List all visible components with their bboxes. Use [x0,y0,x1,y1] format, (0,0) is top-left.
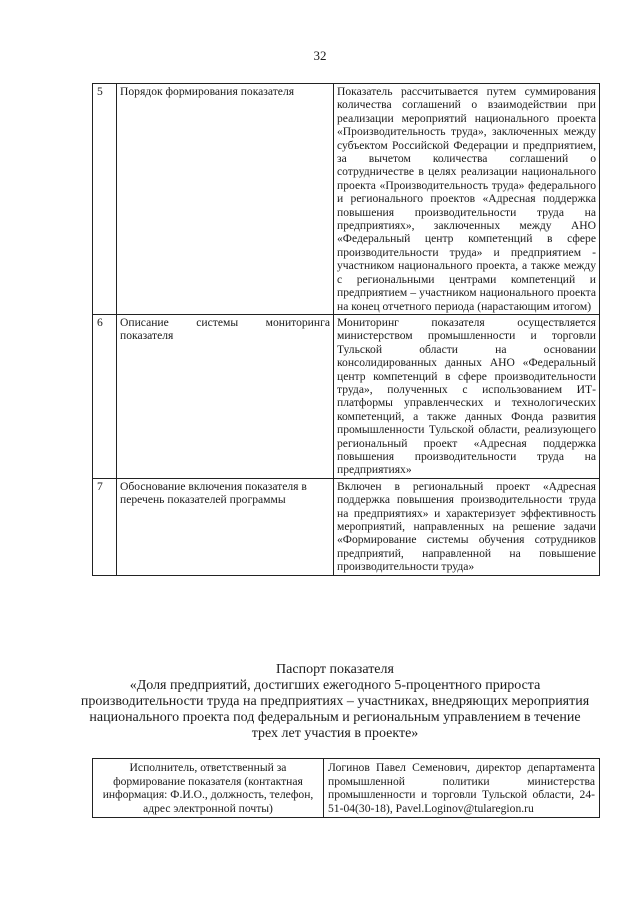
passport-title: Паспорт показателя [276,662,394,677]
row-name: Порядок формирования показателя [117,84,334,315]
table-row [93,759,600,818]
passport-subtitle: «Доля предприятий, достигших ежегодного 5-процентного прироста производительности труда на предприятиях – участниках, внедряющих мероприятия национального проекта под федеральным и региональным управлением в течение трех лет участия в проекте» [80,678,590,741]
row-description: Включен в региональный проект «Адресная поддержка повышения производительности труда на предприятиях» и характеризует эффективность мероприятий, направленных на решение задачи «Формирование системы обучения сотрудников предприятий, направленной на повышение производительности труда» [334,478,600,575]
row-name: Описание системы мониторинга показателя [117,314,334,478]
row-number: 6 [93,314,117,478]
responsible-value: Логинов Павел Семенович, директор департамента промышленной политики министерства промышленности и торговли Тульской области, 24-51-04(30-18), Pavel.Loginov@tularegion.ru [324,759,600,818]
row-number: 5 [93,84,117,315]
page-number: 32 [313,48,327,63]
table-row [93,478,600,575]
responsible-label: Исполнитель, ответственный за формирование показателя (контактная информация: Ф.И.О., должность, телефон, адрес электронной почты) [93,759,324,818]
passport-heading [80,662,590,742]
row-description: Показатель рассчитывается путем суммирования количества соглашений о взаимодействии при реализации мероприятий национального проекта «Производительность труда», заключенных между субъектом Российской Федерации и предприятием, за вычетом количества соглашений о сотрудничестве в целях реализации национального проекта «Производительность труда» федерального и регионального проектов «Адресная поддержка повышения производительности труда на предприятиях», заключенных между АНО «Федеральный центр компетенций в сфере производительности труда» и предприятием - участником национального проекта, а также между с региональными центрами компетенций и предприятием – участником национального проекта на конец отчетного периода (нарастающим итогом) [334,84,600,315]
table-row [93,84,600,315]
indicator-table [92,83,600,576]
row-number: 7 [93,478,117,575]
table-row [93,314,600,478]
row-description: Мониторинг показателя осуществляется министерством промышленности и торговли Тульской области на основании консолидированных данных АНО «Федеральный центр компетенций в сфере производительности труда», полученных с использованием ИТ-платформы управленческих и технологических компетенций, а также данных Фонда развития промышленности Тульской области, реализующего региональный проект «Адресная поддержка повышения производительности труда на предприятиях» [334,314,600,478]
responsible-table [92,758,600,818]
row-name: Обоснование включения показателя в перечень показателей программы [117,478,334,575]
